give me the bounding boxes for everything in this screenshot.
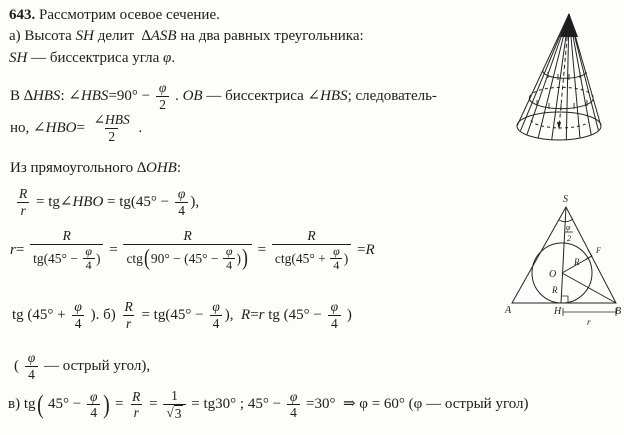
text-run: ),: [224, 306, 242, 323]
denominator: [223, 258, 235, 273]
denominator: [123, 244, 251, 274]
math-symbol: HBS: [104, 112, 130, 127]
step-a-line2: [9, 49, 175, 68]
text-run: 2: [159, 96, 166, 112]
text-run: на два равных треугольника:: [176, 28, 364, 44]
text-run: tg (45° +: [12, 306, 70, 323]
fraction: [163, 388, 185, 421]
text-run: ctg(45° +: [274, 251, 330, 267]
text-run: Рассмотрим осевое сечение.: [35, 7, 220, 23]
fraction: [272, 228, 351, 273]
denominator: [87, 404, 100, 421]
fraction: [91, 112, 133, 144]
denominator: [131, 404, 142, 421]
label-H: H: [554, 306, 562, 317]
problem-number: 643.: [9, 7, 36, 23]
math-symbol: HBS: [32, 87, 61, 104]
radicand: 3: [174, 405, 182, 421]
text-run: 4: [290, 405, 297, 421]
fraction: [123, 228, 251, 273]
text-run: — биссектриса угла: [27, 50, 164, 66]
text-run: =: [15, 242, 29, 259]
numerator: [156, 80, 169, 96]
math-symbol: R: [365, 242, 375, 259]
text-run: ): [343, 306, 352, 323]
math-symbol: ASB: [150, 28, 177, 44]
right-angle-mark-H: [562, 296, 568, 303]
text-run: .: [134, 119, 143, 136]
math-symbol: r: [125, 315, 132, 331]
fraction: [16, 186, 30, 218]
numerator: [328, 299, 341, 315]
label-R-axis: R: [552, 285, 558, 295]
numerator: [87, 389, 100, 405]
text-run: 4: [74, 315, 82, 331]
label-phi-den: 2: [567, 234, 571, 243]
denominator: [328, 315, 341, 332]
big-paren: (: [143, 245, 150, 272]
numerator: [223, 245, 236, 259]
math-symbol: R: [62, 228, 71, 243]
text-run: 4: [333, 258, 340, 273]
step-a-line4: [10, 112, 142, 144]
denominator: [287, 404, 300, 421]
fraction: [328, 299, 341, 331]
cone-generators: [517, 14, 601, 140]
text-run: 90° − (45° −: [150, 251, 222, 267]
math-symbol: φ: [89, 388, 98, 404]
axial-section-figure: [497, 183, 624, 333]
fraction: [87, 389, 100, 421]
math-symbol: OB: [182, 87, 203, 104]
text-run: = tg(45° −: [103, 193, 173, 210]
text-run: =: [145, 396, 162, 413]
math-symbol: r: [133, 405, 139, 421]
numerator: [91, 112, 133, 128]
denominator: [105, 128, 118, 145]
text-run: в) tg: [8, 396, 36, 413]
numerator: [121, 299, 135, 315]
fraction: [287, 389, 300, 421]
label-phi-num: φ: [566, 223, 571, 232]
step-a-line5: [10, 159, 181, 178]
text-run: :: [176, 160, 181, 176]
text-run: = tg∠: [32, 193, 73, 210]
radical-sign: √: [166, 404, 174, 420]
text-run: 1: [171, 388, 178, 403]
text-run: = tg(45° −: [137, 306, 208, 323]
fraction: [30, 228, 103, 273]
math-symbol: φ: [177, 186, 186, 201]
math-symbol: R: [307, 228, 316, 243]
math-symbol: R: [124, 299, 133, 314]
math-symbol: R: [132, 388, 141, 404]
step-b-line1: [12, 299, 352, 331]
math-symbol: r: [10, 242, 16, 259]
text-run: — острый угол),: [40, 357, 151, 374]
fraction: [156, 80, 169, 112]
text-run: делит ∆: [93, 28, 151, 44]
math-symbol: φ: [163, 50, 172, 66]
step-a-line7: [10, 228, 375, 273]
base-dimension-line: [563, 308, 616, 316]
numerator: [82, 245, 95, 259]
text-run: ): [343, 251, 349, 267]
denominator: [30, 244, 103, 274]
denominator: [272, 244, 351, 274]
text-run: но, ∠: [10, 119, 46, 136]
big-paren: ): [241, 245, 248, 272]
math-symbol: HBS: [320, 87, 348, 104]
text-run: =: [253, 242, 270, 259]
text-run: — биссектриса ∠: [202, 87, 321, 104]
big-paren: (: [36, 390, 44, 420]
math-symbol: φ: [74, 299, 82, 314]
label-A: A: [505, 305, 512, 316]
step-a-line6: [14, 186, 199, 218]
fraction: [82, 245, 95, 274]
label-S: S: [563, 194, 568, 205]
fraction: [25, 350, 38, 382]
numerator: [129, 389, 143, 405]
text-run: а) Высота: [9, 28, 76, 44]
numerator: [287, 389, 300, 405]
fraction: [330, 245, 343, 274]
text-run: ; следователь-: [347, 87, 437, 104]
text-run: =: [76, 119, 89, 136]
denominator: [156, 96, 169, 113]
label-r-dim: r: [587, 317, 591, 327]
cone-apex-fill: [560, 13, 578, 37]
text-run: : ∠: [60, 87, 81, 104]
text-run: ∠: [93, 112, 105, 127]
fraction: [175, 186, 188, 218]
cone-figure: [497, 4, 623, 160]
math-symbol: φ: [212, 299, 220, 314]
numerator: [181, 228, 195, 244]
denominator: [163, 404, 185, 422]
text-run: .: [171, 87, 183, 104]
text-run: =: [111, 396, 128, 413]
math-symbol: φ: [333, 243, 340, 258]
radius-and-bisector: [562, 250, 616, 303]
numerator: [175, 186, 188, 202]
numerator: [16, 186, 30, 202]
math-symbol: R: [19, 186, 28, 201]
text-run: В ∆: [10, 87, 33, 104]
text-run: .: [171, 50, 176, 66]
text-run: tg (45° −: [264, 306, 326, 323]
label-R-radius: R: [574, 257, 580, 267]
text-run: ctg: [126, 251, 143, 267]
text-run: ),: [190, 193, 200, 210]
numerator: [209, 299, 222, 315]
math-symbol: HBO: [72, 193, 104, 210]
numerator: [330, 245, 343, 259]
math-symbol: SH: [9, 50, 28, 66]
denominator: [210, 315, 223, 332]
text-run: 2: [108, 128, 116, 144]
numerator: [71, 299, 84, 315]
denominator: [123, 315, 134, 332]
label-B: B: [615, 306, 622, 317]
text-run: tg(45° −: [33, 251, 82, 267]
math-symbol: φ: [289, 388, 298, 404]
text-run: 4: [331, 315, 338, 331]
step-b-line2: [14, 350, 150, 382]
label-O: O: [549, 269, 557, 280]
big-paren: ): [103, 390, 111, 420]
fraction: [71, 299, 84, 331]
denominator: [25, 366, 38, 383]
step-a-line3: [10, 80, 437, 112]
numerator: [168, 388, 181, 404]
text-run: Из прямоугольного ∆: [10, 160, 146, 176]
numerator: [60, 228, 74, 244]
math-symbol: r: [258, 306, 265, 323]
text-run: 4: [85, 258, 92, 273]
text-run: ). б): [86, 306, 120, 323]
math-symbol: φ: [158, 80, 167, 95]
math-symbol: φ: [225, 243, 233, 258]
text-run: 4: [178, 202, 185, 218]
step-v-line1: [8, 388, 529, 421]
text-run: = tg30° ; 45° −: [187, 396, 285, 413]
denominator: [175, 202, 188, 219]
math-symbol: SH: [75, 28, 94, 44]
text-run: 4: [28, 366, 35, 382]
denominator: [83, 258, 95, 273]
problem-title: [9, 6, 220, 25]
math-symbol: HBS: [80, 87, 109, 104]
text-run: =: [353, 242, 366, 259]
text-run: (: [14, 357, 23, 374]
label-F: F: [596, 246, 601, 255]
cone-ticks: [537, 72, 587, 110]
math-symbol: R: [183, 228, 192, 243]
text-run: =: [250, 306, 259, 323]
text-run: =30° ⇒ φ = 60° (φ — острый угол): [302, 396, 529, 413]
fraction: [129, 389, 143, 421]
text-run: 4: [212, 315, 220, 331]
denominator: [330, 258, 342, 273]
text-run: 4: [90, 405, 98, 421]
step-a-line1: [9, 27, 364, 46]
math-symbol: OHB: [146, 160, 177, 176]
denominator: [17, 202, 28, 219]
fraction: [121, 299, 135, 331]
math-symbol: R: [241, 306, 251, 323]
square-root: [166, 405, 182, 422]
numerator: [304, 228, 318, 244]
fraction: [223, 245, 236, 274]
text-run: =90° −: [108, 87, 154, 104]
numerator: [25, 350, 38, 366]
text-run: 45° −: [44, 396, 85, 413]
denominator: [72, 315, 85, 332]
math-symbol: HBO: [45, 119, 77, 136]
math-symbol: φ: [27, 350, 36, 365]
math-symbol: φ: [85, 243, 92, 258]
text-run: 4: [226, 258, 233, 273]
text-run: =: [105, 242, 122, 259]
math-symbol: r: [20, 202, 26, 218]
text-run: ): [236, 251, 241, 267]
fraction: [209, 299, 222, 331]
math-symbol: φ: [330, 299, 339, 314]
text-run: ): [95, 251, 101, 267]
